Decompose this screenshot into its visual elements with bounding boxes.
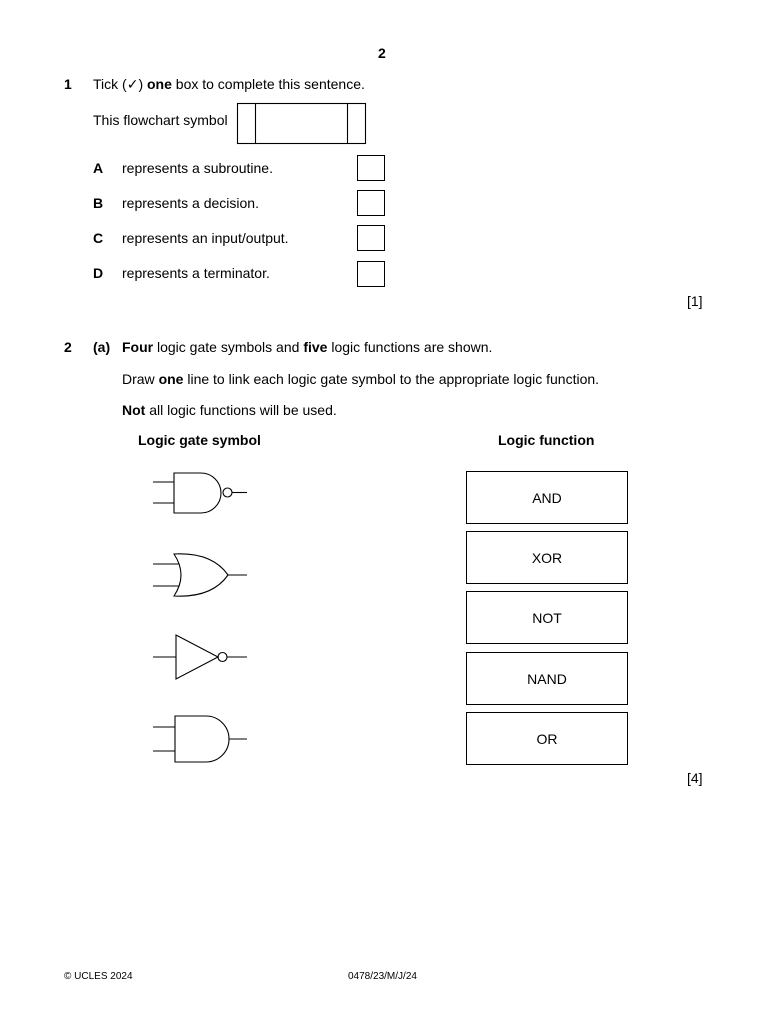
- q2-line1: [122, 339, 492, 355]
- logic-function-box-not[interactable]: NOT: [466, 591, 628, 644]
- q1-number: 1: [64, 76, 72, 92]
- col-header-logic-function: Logic function: [498, 432, 595, 448]
- q2-number: 2: [64, 339, 72, 355]
- option-c-tickbox[interactable]: [357, 225, 385, 251]
- option-b-text: represents a decision.: [122, 195, 259, 211]
- footer-paper-code: 0478/23/M/J/24: [348, 971, 417, 982]
- option-c-letter: C: [93, 230, 104, 246]
- option-a-letter: A: [93, 160, 104, 176]
- q2-line1-text1: logic gate symbols and: [153, 339, 304, 355]
- or-gate-icon: [150, 552, 250, 600]
- option-c-text: represents an input/output.: [122, 230, 289, 246]
- option-a-text: represents a subroutine.: [122, 160, 273, 176]
- option-b-letter: B: [93, 195, 104, 211]
- q2-line1-text2: logic functions are shown.: [327, 339, 493, 355]
- subroutine-symbol-icon: [237, 103, 367, 145]
- option-d-letter: D: [93, 265, 104, 281]
- q2-line3-text: all logic functions will be used.: [145, 402, 337, 418]
- q2-line2: [122, 371, 599, 387]
- q2-line2-text1: Draw: [122, 371, 159, 387]
- logic-function-box-or[interactable]: OR: [466, 712, 628, 765]
- q2-line3-bold: Not: [122, 402, 146, 418]
- option-d-text: represents a terminator.: [122, 265, 270, 281]
- col-header-gate-symbol: Logic gate symbol: [138, 432, 261, 448]
- q1-instruction-post: box to complete this sentence.: [171, 76, 365, 92]
- option-a-tickbox[interactable]: [357, 155, 385, 181]
- q1-marks: [1]: [687, 293, 703, 309]
- option-b-tickbox[interactable]: [357, 190, 385, 216]
- not-gate-icon: [150, 632, 250, 682]
- q1-instruction-mid: ): [138, 76, 147, 92]
- nand-gate-icon: [150, 470, 250, 516]
- q2-line2-bold: one: [158, 371, 184, 387]
- logic-function-box-and[interactable]: AND: [466, 471, 628, 524]
- and-gate-icon: [150, 714, 250, 764]
- option-d-tickbox[interactable]: [357, 261, 385, 287]
- q2-line3: [122, 402, 337, 418]
- q2-part: (a): [93, 339, 111, 355]
- footer-copyright: © UCLES 2024: [64, 971, 133, 982]
- logic-function-box-xor[interactable]: XOR: [466, 531, 628, 584]
- tick-mark-glyph: ✓: [126, 76, 139, 92]
- q1-instruction: [93, 76, 365, 92]
- q1-instruction-bold: one: [147, 76, 172, 92]
- page-number: 2: [378, 45, 386, 61]
- q1-instruction-pre: Tick (: [93, 76, 127, 92]
- q2-line2-text2: line to link each logic gate symbol to the appropriate logic function.: [183, 371, 600, 387]
- q2-line1-bold2: five: [303, 339, 328, 355]
- q1-stem: This flowchart symbol: [93, 112, 228, 128]
- q2-marks: [4]: [687, 770, 703, 786]
- q2-line1-bold1: Four: [122, 339, 154, 355]
- logic-function-box-nand[interactable]: NAND: [466, 652, 628, 705]
